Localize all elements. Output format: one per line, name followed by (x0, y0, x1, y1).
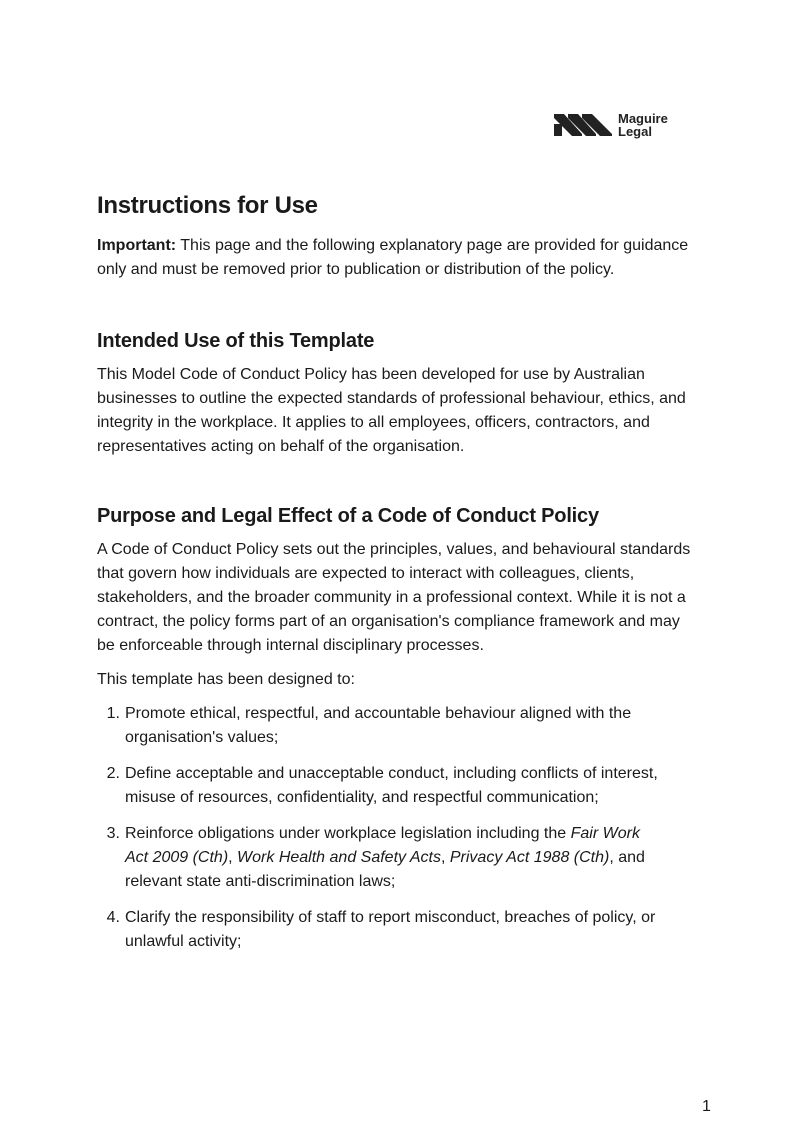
important-note (97, 234, 697, 282)
section-heading-purpose: Purpose and Legal Effect of a Code of Conduct Policy (97, 505, 599, 527)
list-text: Define acceptable and unacceptable conduct, including conflicts of interest, misuse of resources, confidentiality, and respectful communication; (125, 765, 658, 806)
list-text: Reinforce obligations under workplace legislation including the Fair Work Act 2009 (Cth), Work Health and Safety Acts, Privacy Act 1988 (Cth), and relevant state anti-discrimination laws; (125, 825, 645, 890)
list-text: Promote ethical, respectful, and accountable behaviour aligned with the organisation's values; (125, 705, 632, 746)
logo-text-line1: Maguire (618, 111, 668, 126)
list-number: 2. (106, 765, 120, 782)
important-label: Important: (97, 237, 177, 254)
purpose-list (97, 702, 697, 954)
logo-mark-icon (554, 112, 612, 138)
important-text: This page and the following explanatory page are provided for guidance only and must be removed prior to publication or distribution of the policy. (97, 237, 689, 278)
page-number: 1 (702, 1098, 711, 1115)
document-body (97, 192, 697, 966)
list-number: 3. (106, 825, 120, 842)
list-text: Clarify the responsibility of staff to report misconduct, breaches of policy, or unlawful activity; (125, 909, 656, 950)
logo-text-line2: Legal (618, 124, 652, 139)
list-item (97, 822, 697, 894)
list-item (97, 762, 697, 810)
list-intro: This template has been designed to: (97, 671, 355, 688)
list-number: 4. (106, 909, 120, 926)
list-number: 1. (106, 705, 120, 722)
maguire-legal-logo (554, 112, 668, 138)
section-body-purpose: A Code of Conduct Policy sets out the principles, values, and behavioural standards that govern how individuals are expected to interact with colleagues, clients, stakeholders, and the broader community in a professional context. While it is not a contract, the policy forms part of an organisation's compliance framework and may be enforceable through internal disciplinary processes. (97, 541, 691, 654)
list-item (97, 702, 697, 750)
list-item (97, 906, 697, 954)
section-body-intended-use: This Model Code of Conduct Policy has been developed for use by Australian businesses to outline the expected standards of professional behaviour, ethics, and integrity in the workplace. It applies to all employees, officers, contractors, and representatives acting on behalf of the organisation. (97, 366, 686, 455)
section-heading-intended-use: Intended Use of this Template (97, 330, 375, 352)
page-title: Instructions for Use (97, 192, 318, 219)
